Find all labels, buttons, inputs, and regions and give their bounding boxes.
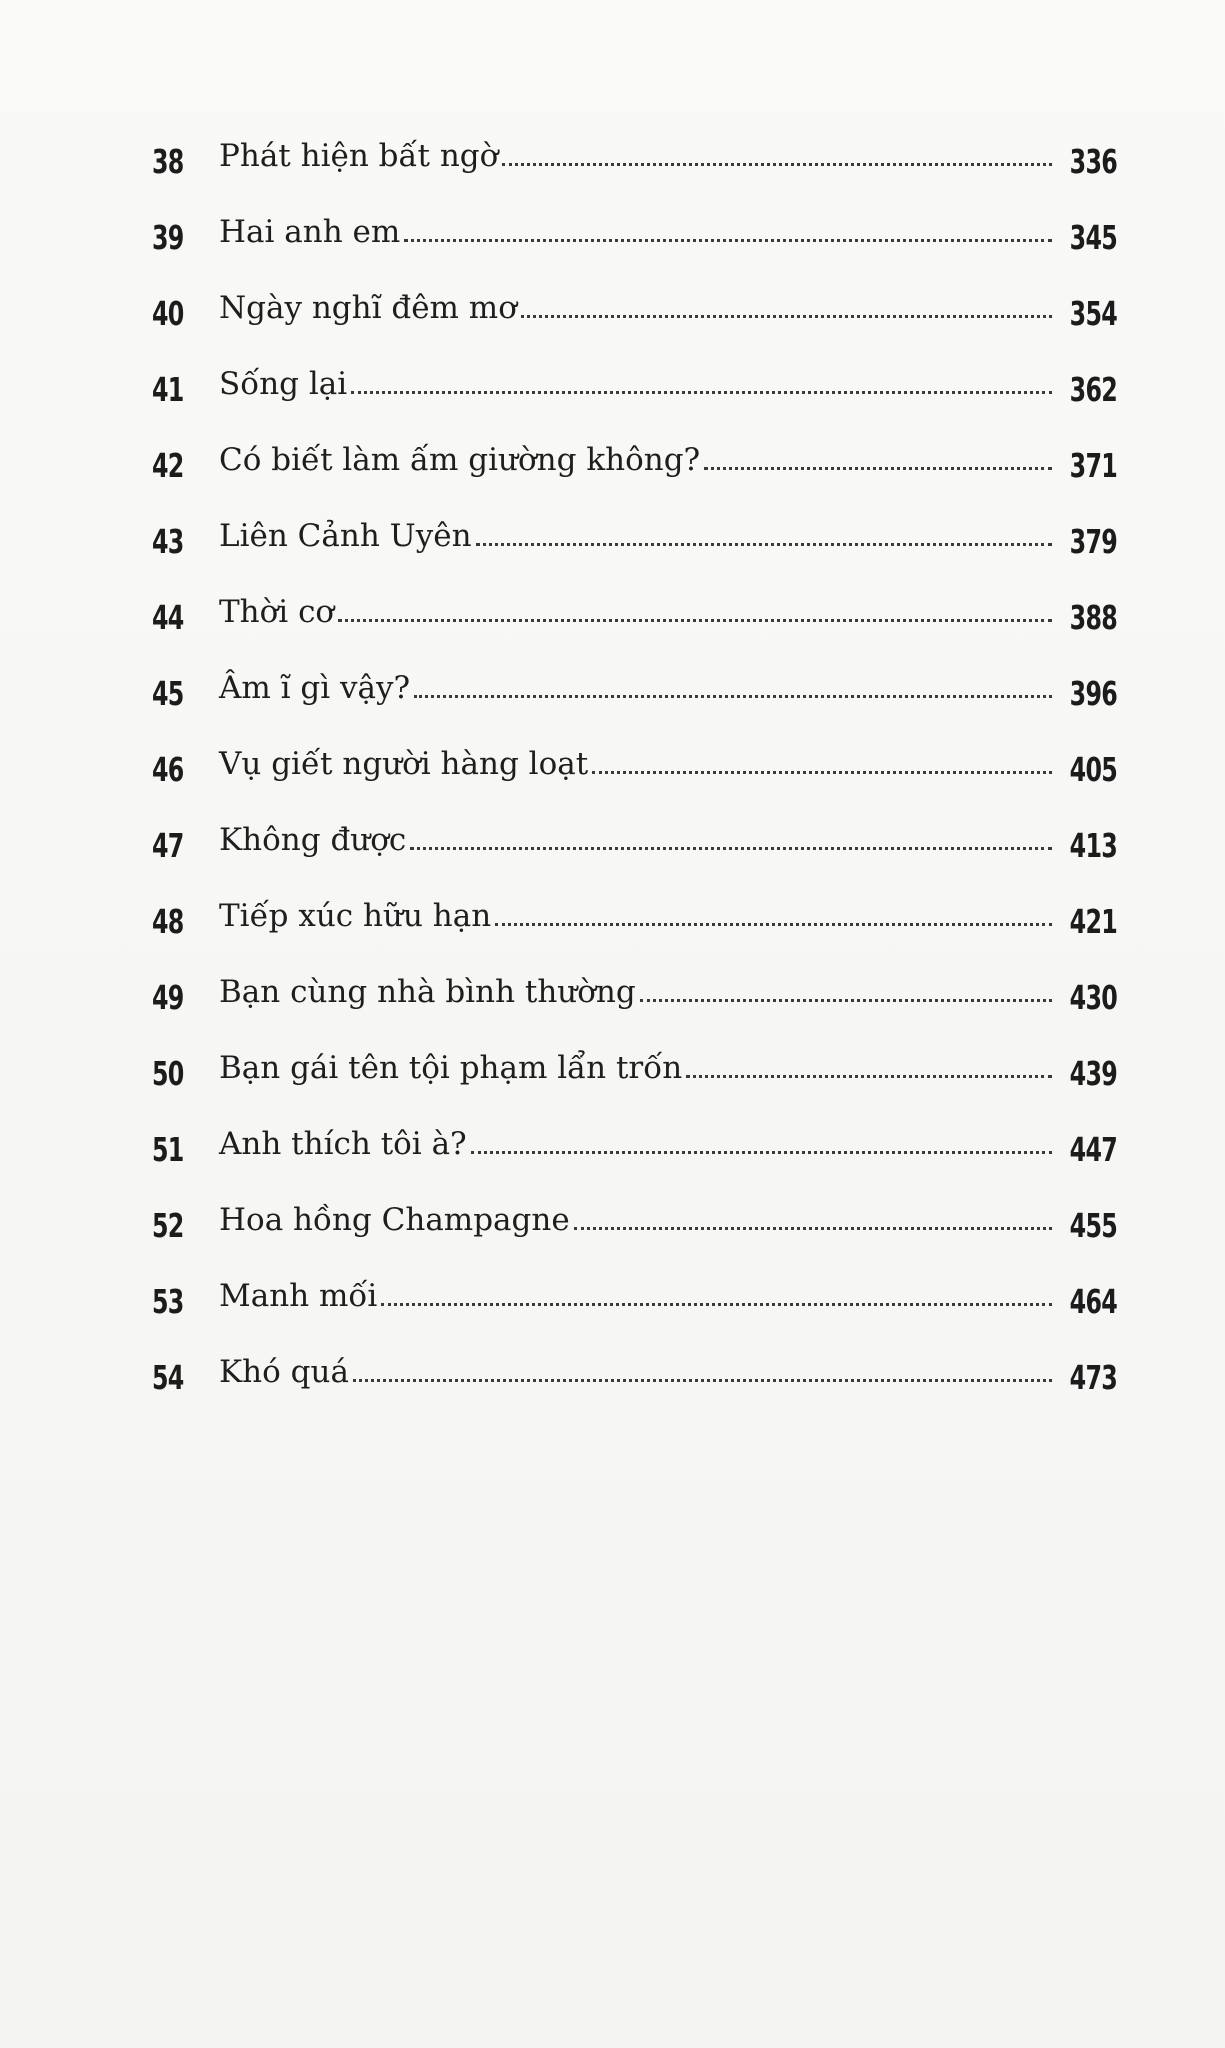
dot-leader: [410, 844, 1052, 850]
toc-entry: [152, 670, 1118, 730]
chapter-number: 49: [152, 978, 184, 1017]
chapter-number: 52: [152, 1206, 184, 1245]
dot-leader: [592, 768, 1052, 774]
chapter-title: Có biết làm ấm giường không?: [219, 442, 701, 478]
dot-leader: [704, 464, 1052, 470]
chapter-number: 43: [152, 522, 184, 561]
page-number: 354: [1069, 294, 1118, 333]
chapter-title: Vụ giết người hàng loạt: [219, 746, 589, 782]
page-number: 345: [1069, 218, 1118, 257]
toc-entry: [152, 822, 1118, 882]
chapter-title: Phát hiện bất ngờ: [219, 138, 499, 174]
chapter-title: Anh thích tôi à?: [219, 1126, 467, 1162]
chapter-title: Tiếp xúc hữu hạn: [219, 898, 492, 934]
page-number: 379: [1069, 522, 1118, 561]
dot-leader: [338, 616, 1052, 622]
chapter-number: 50: [152, 1054, 184, 1093]
chapter-number: 44: [152, 598, 184, 637]
chapter-number: 45: [152, 674, 184, 713]
dot-leader: [476, 540, 1052, 546]
chapter-number: 39: [152, 218, 184, 257]
dot-leader: [404, 236, 1052, 242]
chapter-number: 42: [152, 446, 184, 485]
toc-entry: [152, 214, 1118, 274]
dot-leader: [414, 692, 1052, 698]
page-number: 362: [1069, 370, 1118, 409]
toc-entry: [152, 974, 1118, 1034]
toc-entry: [152, 290, 1118, 350]
page-number: 439: [1069, 1054, 1118, 1093]
toc-entry: [152, 1354, 1118, 1414]
page-number: 430: [1069, 978, 1118, 1017]
dot-leader: [521, 312, 1052, 318]
toc-entry: [152, 1278, 1118, 1338]
chapter-number: 40: [152, 294, 184, 333]
page-number: 413: [1069, 826, 1118, 865]
toc-entry: [152, 898, 1118, 958]
chapter-title: Hoa hồng Champagne: [219, 1202, 570, 1238]
chapter-number: 41: [152, 370, 184, 409]
dot-leader: [574, 1224, 1052, 1230]
dot-leader: [381, 1300, 1052, 1306]
dot-leader: [351, 388, 1052, 394]
chapter-number: 46: [152, 750, 184, 789]
toc-entry: [152, 594, 1118, 654]
dot-leader: [471, 1148, 1052, 1154]
toc-entry: [152, 746, 1118, 806]
chapter-number: 53: [152, 1282, 184, 1321]
dot-leader: [353, 1376, 1052, 1382]
chapter-number: 54: [152, 1358, 184, 1397]
page-number: 371: [1069, 446, 1118, 485]
dot-leader: [640, 996, 1052, 1002]
toc-entry: [152, 518, 1118, 578]
chapter-title: Bạn gái tên tội phạm lẩn trốn: [219, 1050, 683, 1086]
page-number: 421: [1069, 902, 1118, 941]
toc-entry: [152, 1050, 1118, 1110]
dot-leader: [495, 920, 1052, 926]
chapter-title: Sống lại: [219, 366, 348, 402]
page-number: 473: [1069, 1358, 1118, 1397]
chapter-title: Bạn cùng nhà bình thường: [219, 974, 636, 1010]
chapter-title: Thời cơ: [219, 594, 335, 630]
page-number: 455: [1069, 1206, 1118, 1245]
page-number: 464: [1069, 1282, 1118, 1321]
chapter-number: 48: [152, 902, 184, 941]
toc-entry: [152, 366, 1118, 426]
dot-leader: [502, 160, 1052, 166]
toc-entry: [152, 1126, 1118, 1186]
chapter-title: Manh mối: [219, 1278, 378, 1314]
page-number: 336: [1069, 142, 1118, 181]
chapter-number: 47: [152, 826, 184, 865]
chapter-title: Hai anh em: [219, 214, 401, 250]
chapter-title: Không được: [219, 822, 407, 858]
chapter-number: 51: [152, 1130, 184, 1169]
chapter-number: 38: [152, 142, 184, 181]
chapter-title: Khó quá: [219, 1354, 349, 1390]
chapter-title: Liên Cảnh Uyên: [219, 518, 472, 554]
dot-leader: [686, 1072, 1052, 1078]
toc-entry: [152, 442, 1118, 502]
page-number: 396: [1069, 674, 1118, 713]
toc-entry: [152, 1202, 1118, 1262]
chapter-title: Âm ĩ gì vậy?: [219, 670, 411, 706]
page-number: 388: [1069, 598, 1118, 637]
page-number: 447: [1069, 1130, 1118, 1169]
page-number: 405: [1069, 750, 1118, 789]
toc-entry: [152, 138, 1118, 198]
chapter-title: Ngày nghĩ đêm mơ: [219, 290, 517, 326]
